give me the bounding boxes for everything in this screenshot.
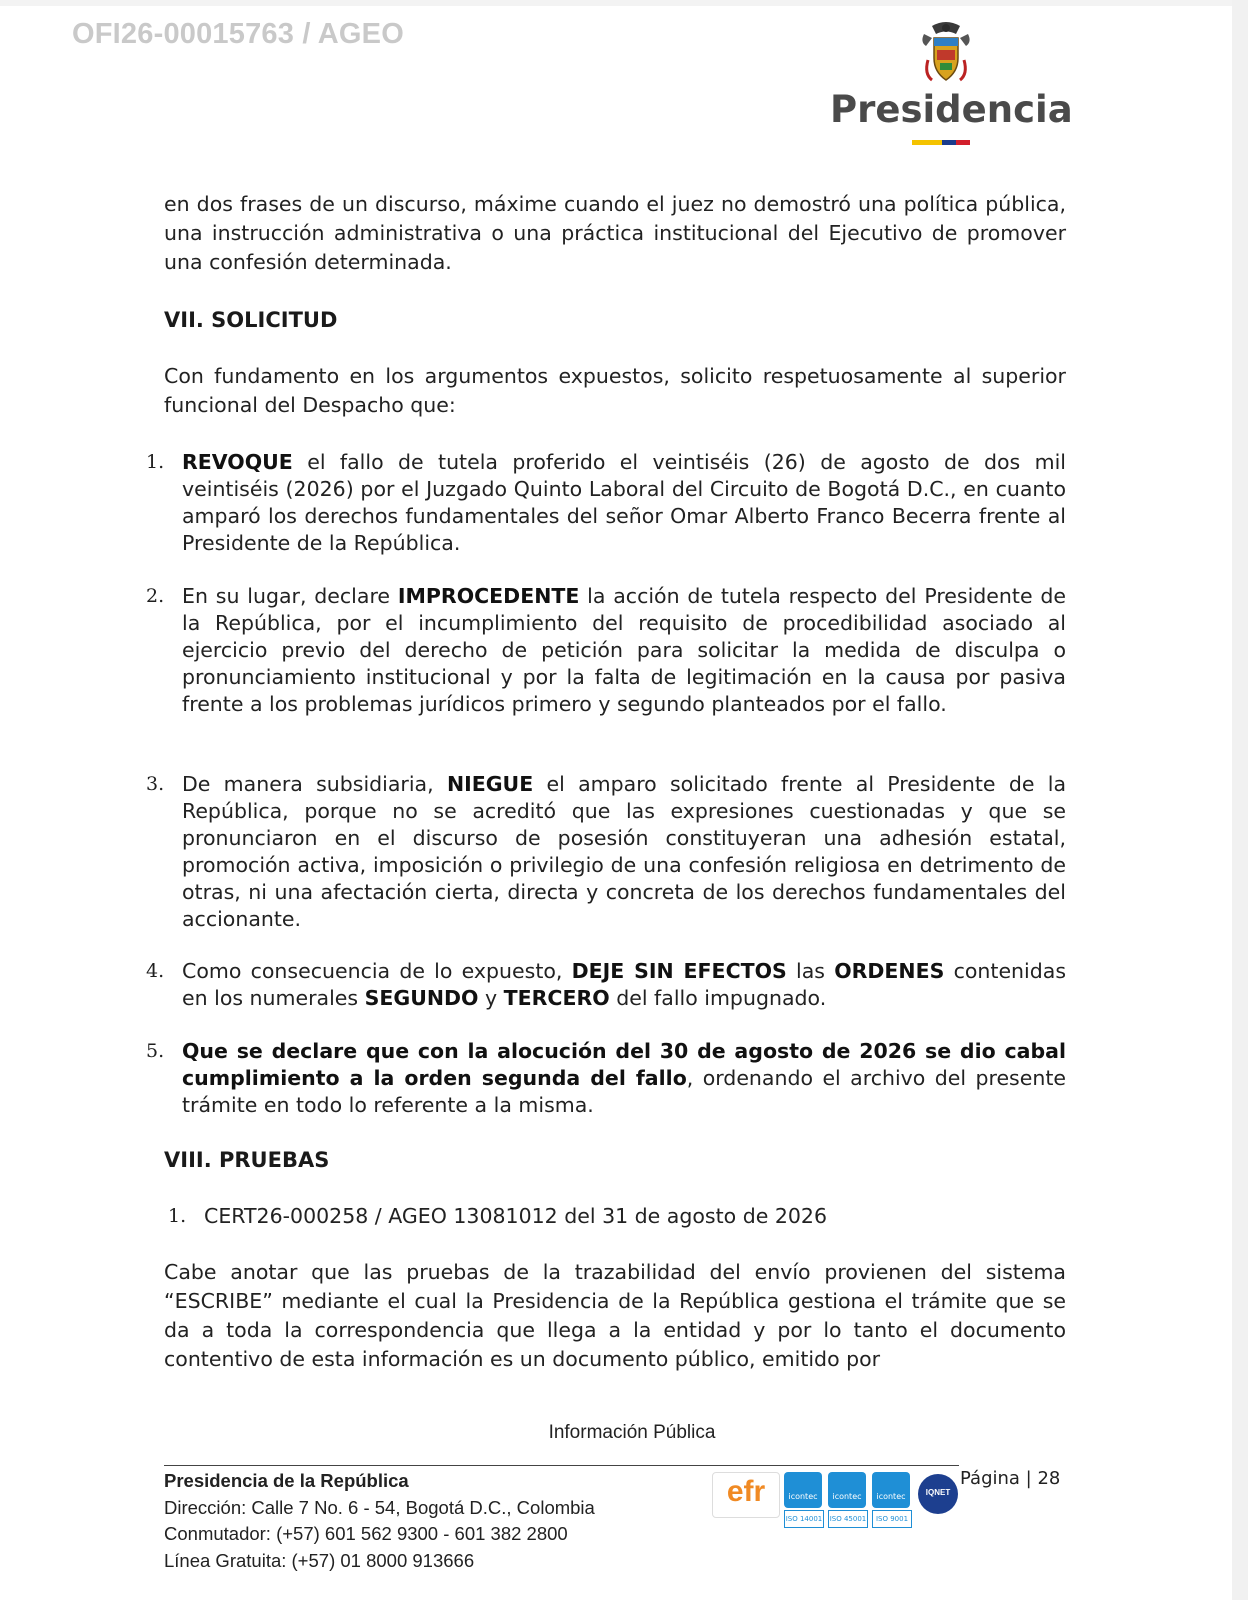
icontec-icon xyxy=(828,1472,866,1508)
footer-org: Presidencia de la República xyxy=(164,1470,409,1491)
list-item-text xyxy=(182,771,1066,933)
list-number: 5. xyxy=(146,1040,165,1062)
list-number: 1. xyxy=(146,451,165,473)
list-item-text xyxy=(182,449,1066,557)
item-text: el amparo solicitado frente al Presidente de la República, porque no se acreditó que las expresiones cuestionadas y que se pronunciaron en el discurso de posesión constituyeran una adhesión estatal, promoción activa, imposición o privilegio de una confesión religiosa en detrimento de otras, ni una afectación cierta, directa y concreta de los derechos fundamentales del accionante. xyxy=(182,772,1067,931)
intro-paragraph: en dos frases de un discurso, máxime cuando el juez no demostró una política pública, una instrucción administrativa o una práctica institucional del Ejecutivo de promover una confesión determinada. xyxy=(164,192,1066,274)
item-text: En su lugar, declare xyxy=(182,584,398,608)
iso-label: ISO 9001 xyxy=(872,1510,912,1528)
document-id: OFI26-00015763 / AGEO xyxy=(72,18,404,50)
pruebas-closing-paragraph: Cabe anotar que las pruebas de la trazabilidad del envío provienen del sistema “ESCRIBE” mediante el cual la Presidencia de la República gestiona el trámite que se da a toda la correspondencia que llega a la entidad y por lo tanto el documento contentivo de esta información es un documento público, emitido por xyxy=(164,1260,1066,1371)
flag-stripe xyxy=(912,140,970,145)
list-number: 4. xyxy=(146,960,165,982)
icontec-badge-iso14001 xyxy=(784,1472,822,1528)
item-text: del fallo impugnado. xyxy=(609,986,827,1010)
footer-contact xyxy=(164,1468,595,1574)
page-top-edge xyxy=(0,0,1232,6)
icontec-badge-iso45001 xyxy=(828,1472,866,1528)
list-item-text xyxy=(182,1038,1066,1119)
footer-divider xyxy=(164,1465,959,1466)
item-text: contenidas en los numerales xyxy=(182,959,1067,1010)
efr-badge xyxy=(712,1472,780,1518)
item-text: , ordenando el archivo del presente trámite en todo lo referente a la misma. xyxy=(182,1066,1066,1117)
bold-text: IMPROCEDENTE xyxy=(397,584,580,608)
bold-text: Que se declare que con la alocución del 30 de agosto de 2026 se dio cabal cumplimiento a la orden segunda del fallo xyxy=(182,1039,1066,1090)
item-text: las xyxy=(786,959,835,983)
bold-text: REVOQUE xyxy=(182,450,293,474)
list-number: 2. xyxy=(146,585,165,607)
iqnet-badge xyxy=(918,1474,958,1514)
page-right-edge xyxy=(1232,0,1248,1600)
iso-label: ISO 14001 xyxy=(784,1510,824,1528)
coat-of-arms-icon xyxy=(918,20,974,86)
page-number: Página | 28 xyxy=(960,1468,1061,1489)
item-text: el fallo de tutela proferido el veintiséis (26) de agosto de dos mil veintiséis (2026) por el Juzgado Quinto Laboral del Circuito de Bogotá D.C., en cuanto amparó los derechos fundamentales del señor Omar Alberto Franco Becerra frente al Presidente de la República. xyxy=(182,450,1066,555)
flag-blue xyxy=(942,140,956,145)
footer-toll-free: Línea Gratuita: (+57) 01 8000 913666 xyxy=(164,1549,475,1571)
item-text: Como consecuencia de lo expuesto, xyxy=(182,959,572,983)
list-number: 3. xyxy=(146,773,165,795)
list-item-text xyxy=(182,958,1066,1012)
flag-red xyxy=(956,140,970,145)
icontec-label: icontec xyxy=(876,1492,906,1501)
classification-label: Información Pública xyxy=(548,1422,716,1443)
certification-badges xyxy=(712,1472,962,1564)
icontec-label: icontec xyxy=(788,1492,818,1501)
bold-text: NIEGUE xyxy=(446,772,534,796)
item-text: la acción de tutela respecto del Presidente de la República, por el incumplimiento del requisito de procedibilidad asociado al ejercicio previo del derecho de petición para solicitar la medida de disculpa o pronunciamiento institucional y por la falta de legitimación en la causa por pasiva frente a los problemas jurídicos primero y segundo planteados por el fallo. xyxy=(182,584,1066,716)
bold-text: SEGUNDO xyxy=(364,986,479,1010)
iqnet-label: IQNET xyxy=(925,1488,951,1497)
efr-label: efr xyxy=(726,1475,766,1508)
icontec-icon xyxy=(872,1472,910,1508)
list-item-text: CERT26-000258 / AGEO 13081012 del 31 de agosto de 2026 xyxy=(204,1204,828,1228)
list-item-text xyxy=(182,583,1066,718)
footer-phone: Conmutador: (+57) 601 562 9300 - 601 382 2800 xyxy=(164,1523,568,1544)
bold-text: ORDENES xyxy=(834,959,945,983)
list-number: 1. xyxy=(168,1205,187,1227)
icontec-label: icontec xyxy=(832,1492,862,1501)
item-text: y xyxy=(478,986,504,1010)
flag-yellow xyxy=(912,140,942,145)
icontec-icon xyxy=(784,1472,822,1508)
section-heading-pruebas: VIII. PRUEBAS xyxy=(164,1148,330,1172)
bold-text: TERCERO xyxy=(503,986,610,1010)
bold-text: DEJE SIN EFECTOS xyxy=(571,959,787,983)
icontec-badge-iso9001 xyxy=(872,1472,910,1528)
item-text: De manera subsidiaria, xyxy=(182,772,447,796)
solicitud-intro: Con fundamento en los argumentos expuestos, solicito respetuosamente al superior funcional del Despacho que: xyxy=(164,364,1066,417)
footer-address: Dirección: Calle 7 No. 6 - 54, Bogotá D.C., Colombia xyxy=(164,1496,595,1518)
presidencia-logo xyxy=(830,20,1073,150)
section-heading-solicitud: VII. SOLICITUD xyxy=(164,308,338,332)
logo-wordmark: Presidencia xyxy=(830,88,1073,131)
iso-label: ISO 45001 xyxy=(828,1510,868,1528)
